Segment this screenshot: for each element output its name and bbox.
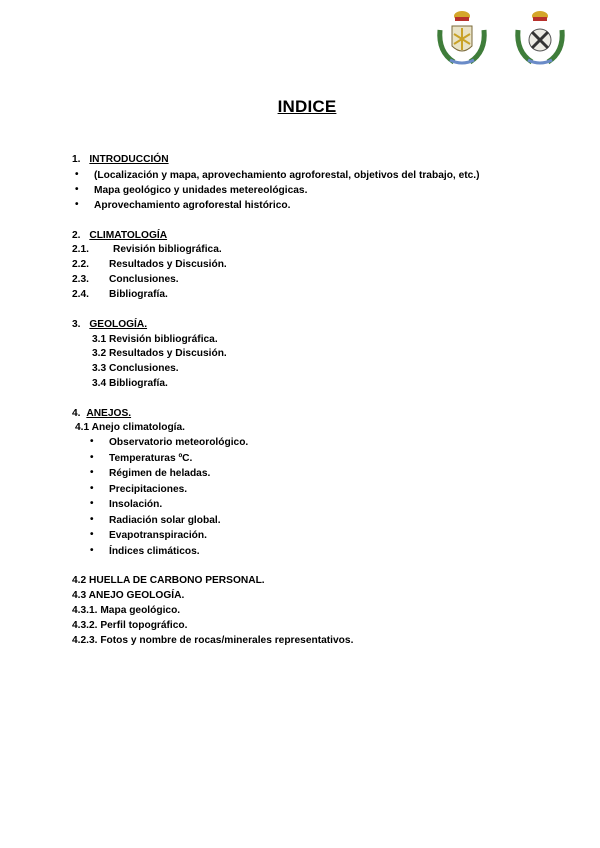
bullet-icon: • xyxy=(75,184,79,195)
item-number: 2.4. xyxy=(72,289,89,300)
list-item: 4.2.3. Fotos y nombre de rocas/minerales representativos. xyxy=(72,635,354,646)
section-1-heading: 1. INTRODUCCIÓN xyxy=(72,154,169,165)
bullet-icon: • xyxy=(75,199,79,210)
list-item: 4.3.2. Perfil topográfico. xyxy=(72,620,188,631)
subsection-title: 4.1 Anejo climatología. xyxy=(75,422,186,433)
list-item: Evapotranspiración. xyxy=(109,530,207,541)
list-item: Mapa geológico y unidades metereológicas. xyxy=(94,185,308,196)
bullet-icon: • xyxy=(90,514,94,525)
list-item: 4.3 ANEJO GEOLOGÍA. xyxy=(72,590,185,601)
section-3-heading: 3. GEOLOGÍA. xyxy=(72,319,148,330)
bullet-icon: • xyxy=(90,529,94,540)
list-item: Aprovechamiento agroforestal histórico. xyxy=(94,200,291,211)
bullet-icon: • xyxy=(90,436,94,447)
bullet-icon: • xyxy=(90,452,94,463)
bullet-icon: • xyxy=(90,483,94,494)
bullet-icon: • xyxy=(90,498,94,509)
list-item: Precipitaciones. xyxy=(109,484,188,495)
item-number: 2.1. xyxy=(72,244,89,255)
list-item: 4.3.1. Mapa geológico. xyxy=(72,605,181,616)
list-item: 4.2 HUELLA DE CARBONO PERSONAL. xyxy=(72,575,265,586)
header-logos xyxy=(432,8,570,68)
list-item: Resultados y Discusión. xyxy=(109,259,227,270)
section-4-heading: 4. ANEJOS. xyxy=(72,408,132,419)
bullet-icon: • xyxy=(90,545,94,556)
item-number: 2.3. xyxy=(72,274,89,285)
coat-of-arms-logo-left xyxy=(432,8,492,68)
list-item: 3.2 Resultados y Discusión. xyxy=(92,348,227,359)
coat-of-arms-logo-right xyxy=(510,8,570,68)
list-item: 3.3 Conclusiones. xyxy=(92,363,179,374)
list-item: Radiación solar global. xyxy=(109,515,221,526)
list-item: Índices climáticos. xyxy=(109,546,200,557)
list-item: Revisión bibliográfica. xyxy=(113,244,222,255)
list-item: Observatorio meteorológico. xyxy=(109,437,249,448)
item-number: 2.2. xyxy=(72,259,89,270)
list-item: Bibliografía. xyxy=(109,289,168,300)
list-item: Temperaturas ºC. xyxy=(109,453,193,464)
list-item: Insolación. xyxy=(109,499,163,510)
bullet-icon: • xyxy=(90,467,94,478)
section-2-heading: 2. CLIMATOLOGÍA xyxy=(72,230,168,241)
list-item: Régimen de heladas. xyxy=(109,468,211,479)
list-item: Conclusiones. xyxy=(109,274,179,285)
list-item: 3.1 Revisión bibliográfica. xyxy=(92,334,218,345)
bullet-icon: • xyxy=(75,169,79,180)
list-item: (Localización y mapa, aprovechamiento agroforestal, objetivos del trabajo, etc.) xyxy=(94,170,480,181)
list-item: 3.4 Bibliografía. xyxy=(92,378,168,389)
page-title: INDICE xyxy=(277,97,337,116)
